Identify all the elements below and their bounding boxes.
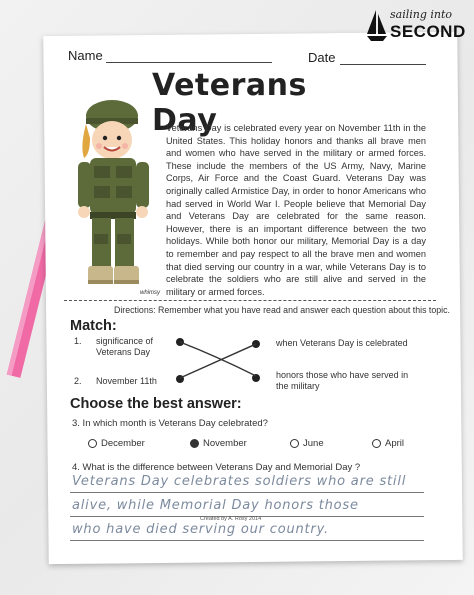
sailboat-icon [366, 8, 388, 42]
match-right-2: honors those who have served in the military [276, 370, 409, 391]
date-line[interactable] [340, 64, 426, 65]
handwritten-answer-1: Veterans Day celebrates soldiers who are still [72, 474, 407, 489]
radio-icon[interactable] [88, 439, 97, 448]
option-june[interactable] [290, 438, 324, 449]
handwritten-answer-2: alive, while Memorial Day honors those [72, 498, 359, 513]
match-right-1: when Veterans Day is celebrated [276, 338, 408, 348]
name-line[interactable] [106, 62, 272, 63]
match-num-1: 1. [74, 336, 82, 346]
name-label: Name [68, 48, 103, 63]
date-label: Date [308, 50, 336, 65]
option-april[interactable] [372, 438, 404, 449]
match-connector-lines [180, 340, 260, 380]
artist-credit: whimsy [140, 290, 161, 296]
dashed-divider [64, 300, 436, 301]
brand-logo [366, 6, 466, 46]
footer-credit: Created by A. Rosy 2014 [200, 516, 262, 522]
passage-text: Veterans Day is celebrated every year on November 11th in the United States. This holiday honors and thanks all brave men and women who have served in the military or armed forces. These include the members of the US Army, Navy, Marine Corps, Air Force and the Coast Guard. Veterans Day was originally called Armistice Day, in order to honor Americans who had served in World War I. People believe that Memorial Day and Veterans Day are celebrated for the same reason. However, there is an important difference between the two holidays. While both honor our military, Memorial Day is a day to remember and pay respect to all the brave men and women that died serving our country in a war, while Veterans Day is to celebrate the soldiers who are still alive and served in the military or armed forces. [166, 123, 426, 297]
answer-line-1[interactable] [70, 492, 424, 493]
option-december[interactable] [88, 438, 145, 449]
handwritten-answer-3: who have died serving our country. [72, 522, 329, 537]
brand-line2: SECOND [390, 22, 466, 41]
option-label: December [101, 438, 145, 449]
soldier-illustration [72, 96, 161, 296]
option-november[interactable] [190, 438, 247, 449]
option-label: November [203, 438, 247, 449]
match-left-2: November 11th [96, 376, 157, 386]
option-label: June [303, 438, 324, 449]
best-answer-heading: Choose the best answer: [70, 396, 242, 412]
question-4: 4. What is the difference between Veterans Day and Memorial Day ? [72, 462, 361, 473]
match-heading: Match: [70, 318, 117, 334]
match-left-1: significance of Veterans Day [96, 336, 154, 357]
answer-line-3[interactable] [70, 540, 424, 541]
directions-text: Directions: Remember what you have read and answer each question about this topic. [114, 305, 450, 315]
question-3: 3. In which month is Veterans Day celebrated? [72, 418, 268, 429]
brand-line1: sailing into [390, 8, 453, 21]
radio-filled-icon[interactable] [190, 439, 199, 448]
option-label: April [385, 438, 405, 449]
radio-icon[interactable] [290, 439, 299, 448]
radio-icon[interactable] [372, 439, 381, 448]
page-title: Veterans Day [152, 68, 307, 138]
match-num-2: 2. [74, 376, 82, 386]
